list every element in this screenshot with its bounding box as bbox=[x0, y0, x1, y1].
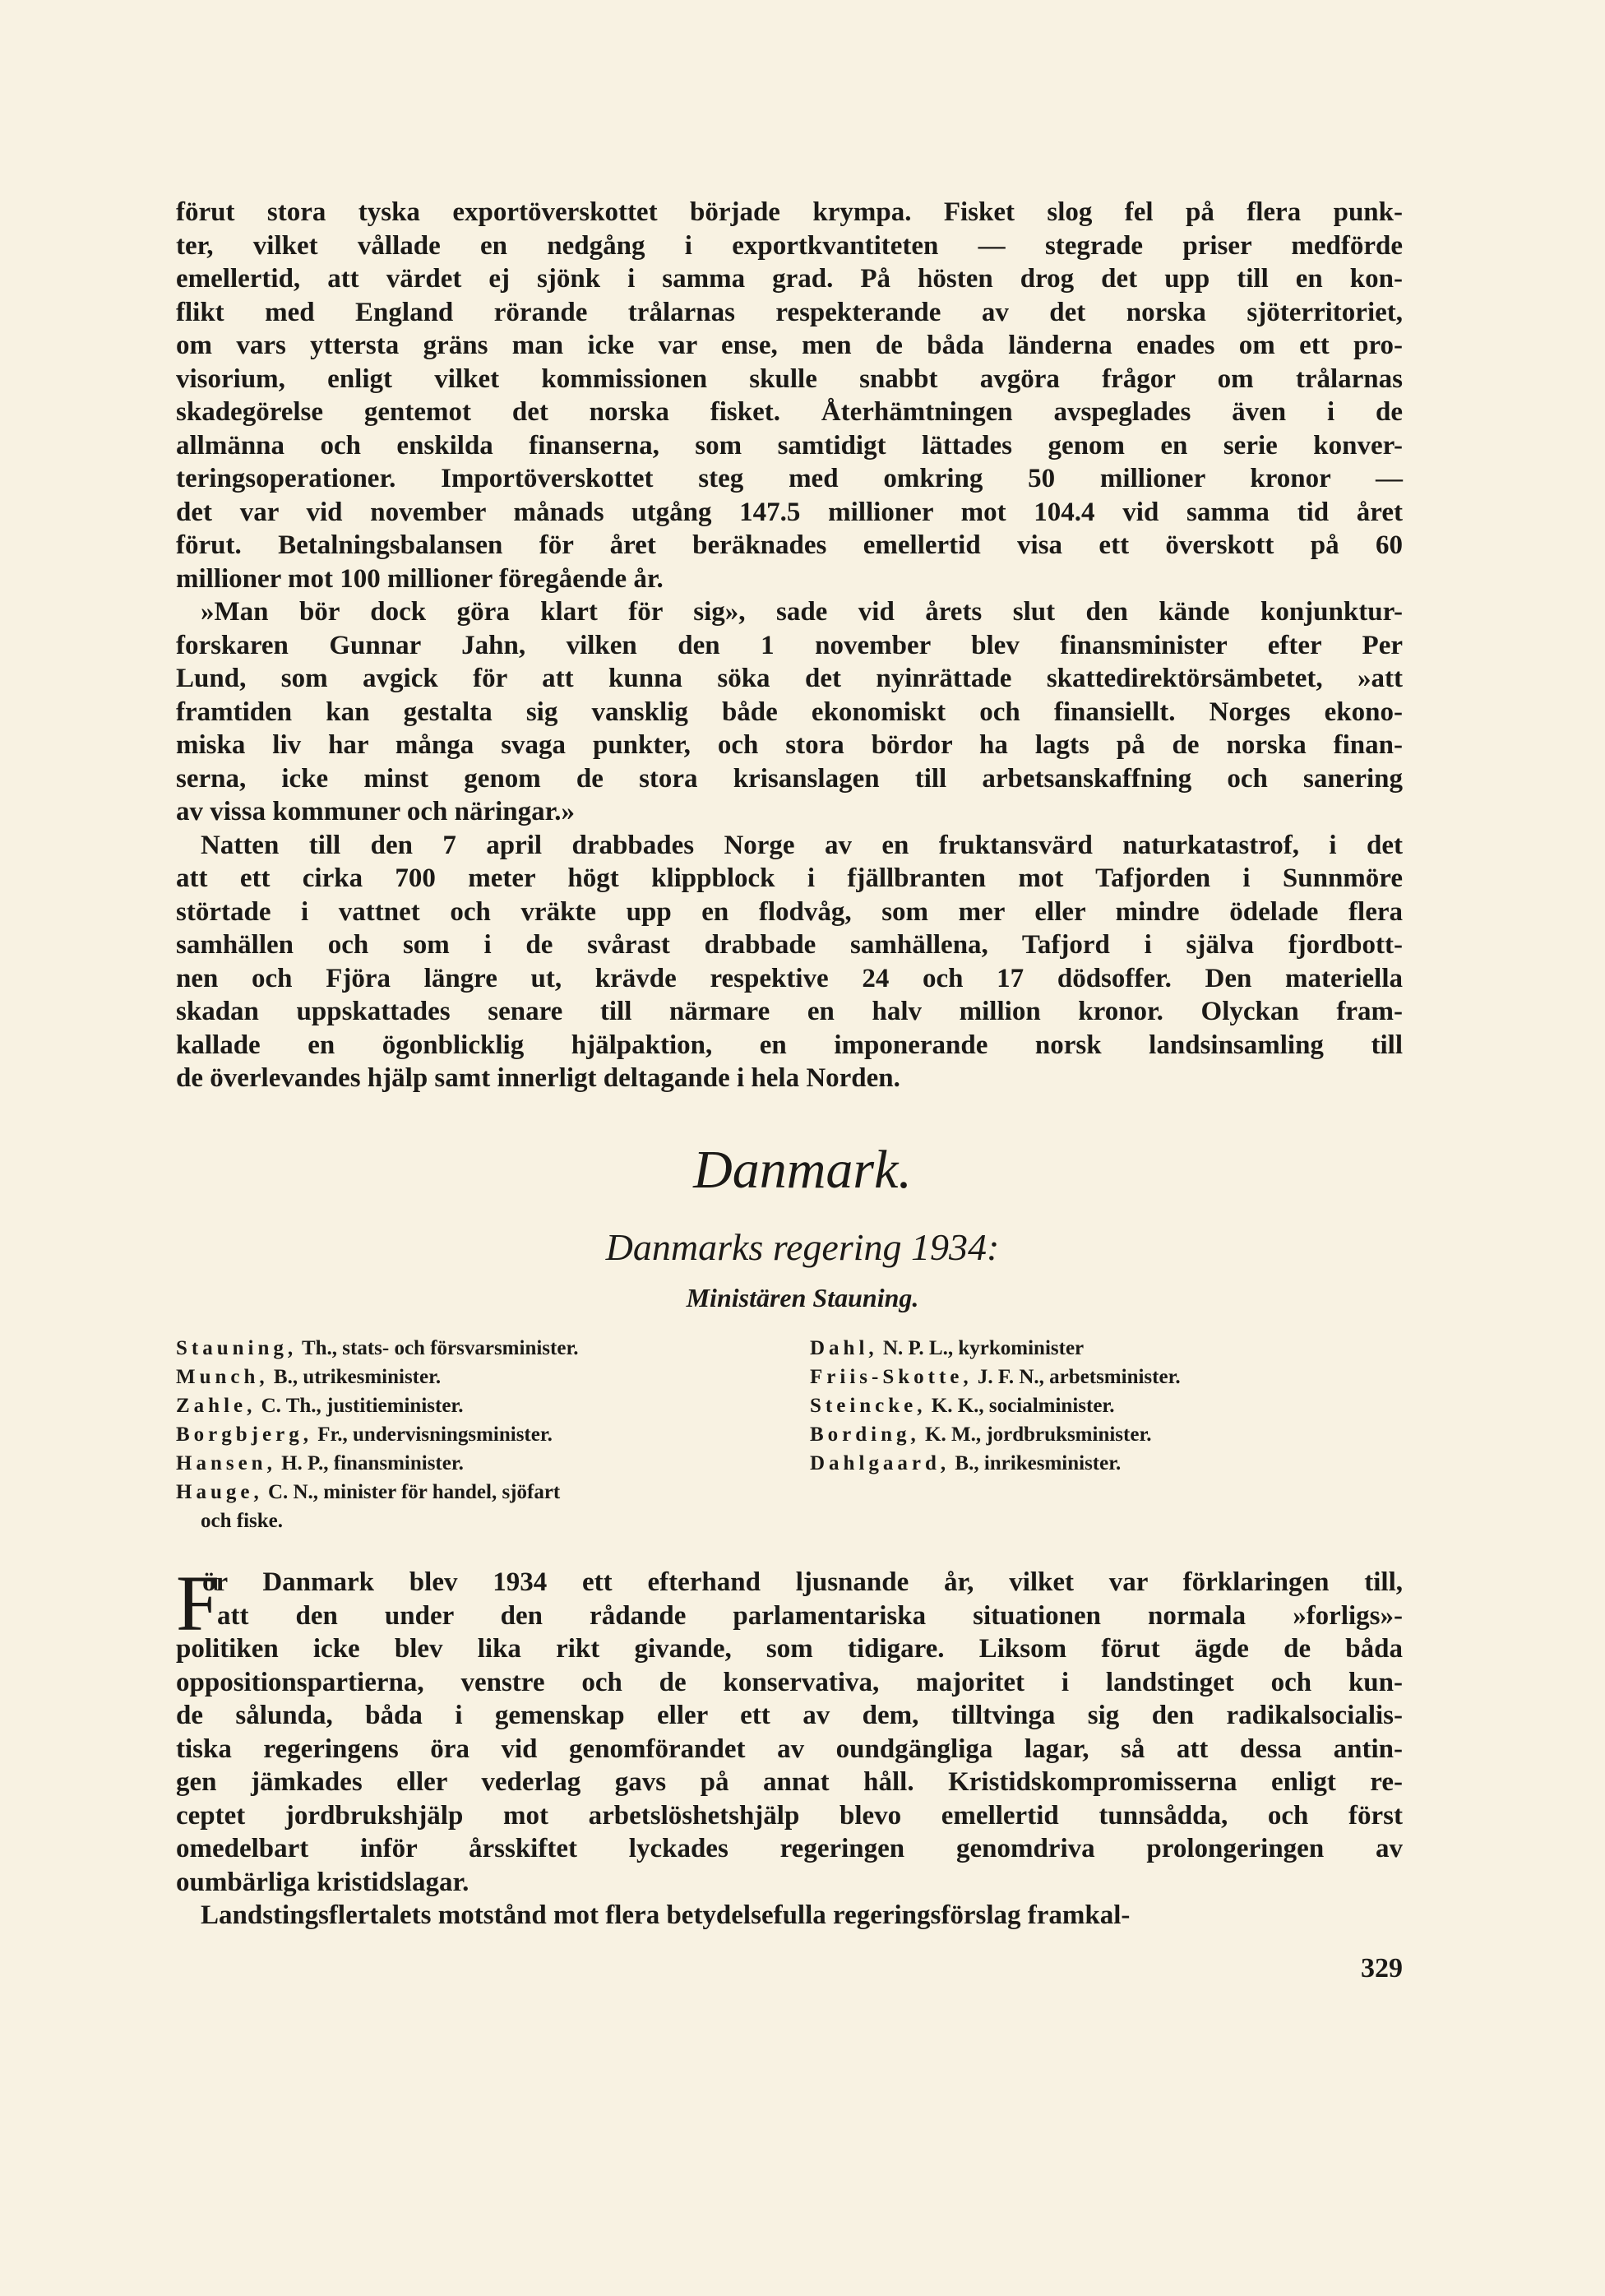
text-line: millioner mot 100 millioner föregående år. bbox=[176, 563, 664, 594]
minister-entry bbox=[176, 1420, 579, 1449]
paragraph bbox=[176, 829, 1403, 1095]
text-line: kallade en ögonblicklig hjälpaktion, en imponerande norsk landsinsamling till bbox=[176, 1030, 1403, 1060]
text-line: Landstingsflertalets motstånd mot flera betydelsefulla regeringsförslag framkal- bbox=[201, 1900, 1131, 1930]
minister-list-left bbox=[176, 1334, 579, 1535]
minister-name: Dahlgaard, bbox=[810, 1452, 951, 1474]
paragraph bbox=[176, 196, 1403, 595]
text-line: samhällen och som i de svårast drabbade samhällena, Tafjord i själva fjordbott- bbox=[176, 930, 1403, 960]
minister-name: Friis-Skotte, bbox=[810, 1366, 973, 1388]
minister-role: Th., stats- och försvarsminister. bbox=[297, 1337, 579, 1359]
minister-entry bbox=[176, 1478, 579, 1507]
text-line: omedelbart inför årsskiftet lyckades regeringen genomdriva prolongeringen av bbox=[176, 1834, 1403, 1863]
section-subtitle: Danmarks regering 1934: bbox=[605, 1226, 1000, 1268]
text-line: forskaren Gunnar Jahn, vilken den 1 november blev finansminister efter Per bbox=[176, 630, 1403, 660]
minister-name: Zahle, bbox=[176, 1395, 257, 1417]
minister-name: Steincke, bbox=[810, 1395, 927, 1417]
text-line: förut stora tyska exportöverskottet började krympa. Fisket slog fel på flera punk- bbox=[176, 197, 1403, 227]
text-line: politiken icke blev lika rikt givande, som tidigare. Liksom förut ägde de båda bbox=[176, 1634, 1403, 1664]
drop-cap: F bbox=[176, 1559, 220, 1647]
text-line: av vissa kommuner och näringar.» bbox=[176, 797, 575, 826]
minister-name: Munch, bbox=[176, 1366, 269, 1388]
text-line: »Man bör dock göra klart för sig», sade vid årets slut den kände konjunktur- bbox=[201, 597, 1403, 627]
minister-entry bbox=[810, 1449, 1181, 1478]
text-line: oppositionspartierna, venstre och de konservativa, majoritet i landstinget och kun- bbox=[176, 1667, 1403, 1697]
paragraph bbox=[176, 1559, 1403, 1899]
minister-role: B., inrikesminister. bbox=[950, 1452, 1122, 1474]
text-line: förut. Betalningsbalansen för året beräknades emellertid visa ett överskott på 60 bbox=[176, 530, 1403, 560]
text-line: störtade i vattnet och vräkte upp en flodvåg, som mer eller mindre ödelade flera bbox=[176, 896, 1403, 927]
text-line: Lund, som avgick för att kunna söka det nyinrättade skattedirektörsämbetet, »att bbox=[176, 664, 1403, 693]
minister-name: Hauge, bbox=[176, 1481, 263, 1503]
text-line: serna, icke minst genom de stora krisanslagen till arbetsanskaffning och sanering bbox=[176, 763, 1403, 794]
text-line: ter, vilket vållade en nedgång i exportkvantiteten — stegrade priser medförde bbox=[176, 230, 1403, 261]
text-line: allmänna och enskilda finanserna, som samtidigt lättades genom en serie konver- bbox=[176, 430, 1403, 461]
minister-entry bbox=[810, 1334, 1181, 1363]
minister-name: Borgbjerg, bbox=[176, 1423, 312, 1446]
minister-entry bbox=[810, 1391, 1181, 1420]
text-line: miska liv har många svaga punkter, och stora bördor ha lagts på de norska finan- bbox=[176, 730, 1403, 760]
minister-role: B., utrikesminister. bbox=[268, 1366, 442, 1388]
text-line: att den under den rådande parlamentariska situationen normala »forligs»- bbox=[217, 1600, 1403, 1631]
denmark-text-block bbox=[176, 1559, 1403, 1933]
section-title: Danmark. bbox=[693, 1140, 912, 1200]
norway-text-block bbox=[176, 196, 1403, 1095]
minister-role: K. K., socialminister. bbox=[926, 1395, 1115, 1417]
text-line: Natten till den 7 april drabbades Norge av en fruktansvärd naturkatastrof, i det bbox=[201, 830, 1403, 860]
minister-role: K. M., jordbruksminister. bbox=[919, 1423, 1152, 1446]
minister-list-right bbox=[810, 1334, 1181, 1478]
text-line: nen och Fjöra längre ut, krävde respektive 24 och 17 dödsoffer. Den materiella bbox=[176, 963, 1403, 993]
minister-role: H. P., finansminister. bbox=[275, 1452, 464, 1474]
minister-role: N. P. L., kyrkominister bbox=[877, 1337, 1085, 1359]
text-line: de överlevandes hjälp samt innerligt deltagande i hela Norden. bbox=[176, 1063, 900, 1093]
text-line: emellertid, att värdet ej sjönk i samma grad. På hösten drog det upp till en kon- bbox=[176, 264, 1403, 294]
text-line: visorium, enligt vilket kommissionen skulle snabbt avgöra frågor om trålarnas bbox=[176, 363, 1403, 394]
text-line: det var vid november månads utgång 147.5 millioner mot 104.4 vid samma tid året bbox=[176, 497, 1403, 527]
text-line: skadan uppskattades senare till närmare en halv million kronor. Olyckan fram- bbox=[176, 997, 1403, 1026]
text-line: de sålunda, båda i gemenskap eller ett av dem, tilltvinga sig den radikalsocialis- bbox=[176, 1701, 1403, 1730]
minister-name: Bording, bbox=[810, 1423, 920, 1446]
text-line: ör Danmark blev 1934 ett efterhand ljusnande år, vilket var förklaringen till, bbox=[202, 1567, 1403, 1597]
paragraph bbox=[176, 1899, 1403, 1933]
minister-entry bbox=[176, 1391, 579, 1420]
text-line: skadegörelse gentemot det norska fisket. Återhämtningen avspeglades även i de bbox=[176, 397, 1403, 427]
text-line: om vars yttersta gräns man icke var ense, men de båda länderna enades om ett pro- bbox=[176, 331, 1403, 360]
text-line: gen jämkades eller vederlag gavs på annat håll. Kristidskompromisserna enligt re- bbox=[176, 1767, 1403, 1797]
text-line: ceptet jordbrukshjälp mot arbetslöshetshjälp blevo emellertid tunnsådda, och först bbox=[176, 1800, 1403, 1831]
page-number: 329 bbox=[1361, 1953, 1403, 1984]
minister-entry bbox=[810, 1363, 1181, 1391]
paragraph bbox=[176, 595, 1403, 829]
minister-name: Hansen, bbox=[176, 1452, 276, 1474]
minister-entry bbox=[176, 1363, 579, 1391]
minister-role: C. Th., justitieminister. bbox=[256, 1395, 464, 1417]
minister-role: Fr., undervisningsminister. bbox=[312, 1423, 553, 1446]
minister-role: C. N., minister för handel, sjöfart bbox=[262, 1481, 561, 1503]
minister-name: Stauning, bbox=[176, 1337, 298, 1359]
minister-role-continuation: och fiske. bbox=[201, 1510, 283, 1532]
text-line: oumbärliga kristidslagar. bbox=[176, 1867, 469, 1897]
minister-entry bbox=[176, 1334, 579, 1363]
minister-role: J. F. N., arbetsminister. bbox=[972, 1366, 1181, 1388]
text-line: att ett cirka 700 meter högt klippblock i fjällbranten mot Tafjorden i Sunnmöre bbox=[176, 863, 1403, 893]
cabinet-title: Ministären Stauning. bbox=[686, 1283, 919, 1312]
minister-entry bbox=[810, 1420, 1181, 1449]
minister-entry bbox=[176, 1449, 579, 1478]
text-line: flikt med England rörande trålarnas respekterande av det norska sjöterritoriet, bbox=[176, 297, 1403, 327]
text-line: tiska regeringens öra vid genomförandet av oundgängliga lagar, så att dessa antin- bbox=[176, 1734, 1403, 1764]
text-line: framtiden kan gestalta sig vansklig både ekonomiskt och finansiellt. Norges ekono- bbox=[176, 697, 1403, 727]
minister-name: Dahl, bbox=[810, 1337, 878, 1359]
text-line: teringsoperationer. Importöverskottet steg med omkring 50 millioner kronor — bbox=[176, 464, 1403, 493]
